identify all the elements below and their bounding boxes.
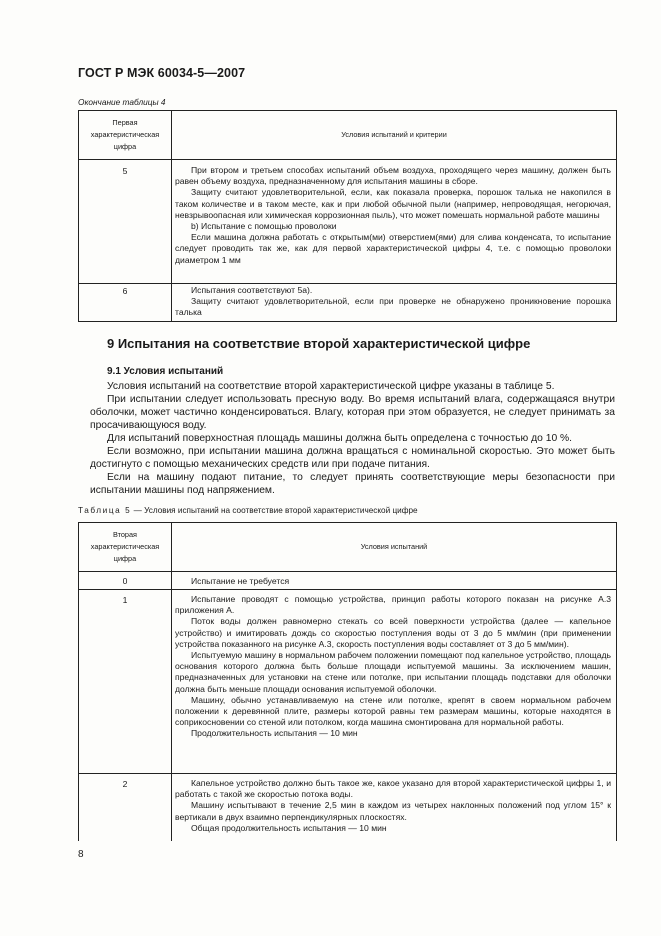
section-title: 9 Испытания на соответствие второй характеристической цифре (107, 336, 531, 351)
page-number: 8 (78, 849, 84, 860)
table4-row-conditions: Испытания соответствуют 5а). Защиту считают удовлетворительной, если при проверке не обнаружено проникновение порошка талька (175, 285, 611, 318)
table4 (78, 110, 617, 322)
document-header: ГОСТ Р МЭК 60034-5—2007 (78, 66, 246, 80)
table4-row-conditions: При втором и третьем способах испытаний объем воздуха, проходящего через машину, должен быть равен объему воздуха, предназначенному для испытания машины в сборе. Защиту считают удовлетворительной, если, как показала проверка, порошок талька не накопился в таком количестве и в таком месте, как и при любой обычной пыли (например, непроводящая, негорючая, невзрывоопасная или химическая коррозионная пыль), что может помешать нормальной работе машины b) Испытание с помощью проволоки Если машина должна работать с открытым(ми) отверстием(ями) для слива конденсата, то испытание следует проводить так же, как для первой характеристической цифры 4, т.е. с помощью проволоки диаметром 1 мм (175, 165, 611, 265)
paragraph: Для испытаний поверхностная площадь машины должна быть определена с точностью до 10 %. (107, 433, 573, 444)
table4-row-digit: 6 (122, 286, 128, 296)
table5-row-conditions: Испытание не требуется (191, 576, 290, 586)
table5 (78, 522, 617, 841)
table4-row-digit: 5 (122, 166, 128, 176)
paragraph: Условия испытаний на соответствие второй характеристической цифре указаны в таблице 5. (107, 381, 555, 392)
table5-col1-header: Вторая характеристическая цифра (90, 530, 160, 563)
table5-row-digit: 1 (122, 595, 128, 605)
paragraph: При испытании следует использовать пресную воду. Во время испытаний влага, содержащаяся внутри оболочки, может частично конденсироваться. Влагу, которая при этом образуется, не следует принимать за просачивающуюся воду. (90, 394, 615, 431)
table4-col2-header: Условия испытаний и критерии (341, 130, 447, 139)
paragraph: Если возможно, при испытании машина должна вращаться с номинальной скоростью. Это может быть достигнуто с помощью механических средств или при подаче питания. (90, 446, 615, 470)
table5-row-digit: 0 (122, 576, 128, 586)
table5-col2-header: Условия испытаний (360, 542, 428, 551)
table5-row-conditions: Испытание проводят с помощью устройства, принцип работы которого показан на рисунке А.3 приложения А. Поток воды должен равномерно стекать со всей поверхности устройства (далее — капельное устройство) и имитировать дождь со скоростью поступления воды от 3 до 5 мм/мин (при применении устройства показанного на рисунке А.3, скорость поступления воды составляет от 3 до 5 мм/мин). Испытуемую машину в нормальном рабочем положении помещают под капельное устройство, площадь основания которого должна быть больше площади испытуемой машины. За исключением машин, предназначенных для установки на стене или потолке, при испытании площадь подставки для оболочки должна быть меньше площади основания испытуемой оболочки. Машину, обычно устанавливаемую на стене или потолке, крепят в своем нормальном рабочем положении к деревянной плите, размеры которой равны тем размерам машины, которые находятся в соприкосновении со стеной или потолком, когда машина смонтирована для нормальной работы. Продолжительность испытания — 10 мин (175, 594, 611, 739)
table4-caption: Окончание таблицы 4 (78, 97, 166, 107)
section-body (90, 380, 615, 497)
table5-row-digit: 2 (122, 779, 128, 789)
subsection-title: 9.1 Условия испытаний (107, 366, 224, 377)
table5-row-conditions: Капельное устройство должно быть такое же, какое указано для второй характеристической цифры 1, и работать с такой же скоростью потока воды. Машину испытывают в течение 2,5 мин в каждом из четырех наклонных положений под углом 15° к вертикали в двух взаимно перпендикулярных плоскостях. Общая продолжительность испытания — 10 мин (175, 778, 611, 833)
table4-col1-header: Первая характеристическая цифра (90, 118, 160, 151)
paragraph: Если на машину подают питание, то следует принять соответствующие меры безопасности при испытании машины под напряжением. (90, 472, 615, 496)
table5-caption: Таблица 5 — Условия испытаний на соответствие второй характеристической цифре (78, 506, 418, 515)
